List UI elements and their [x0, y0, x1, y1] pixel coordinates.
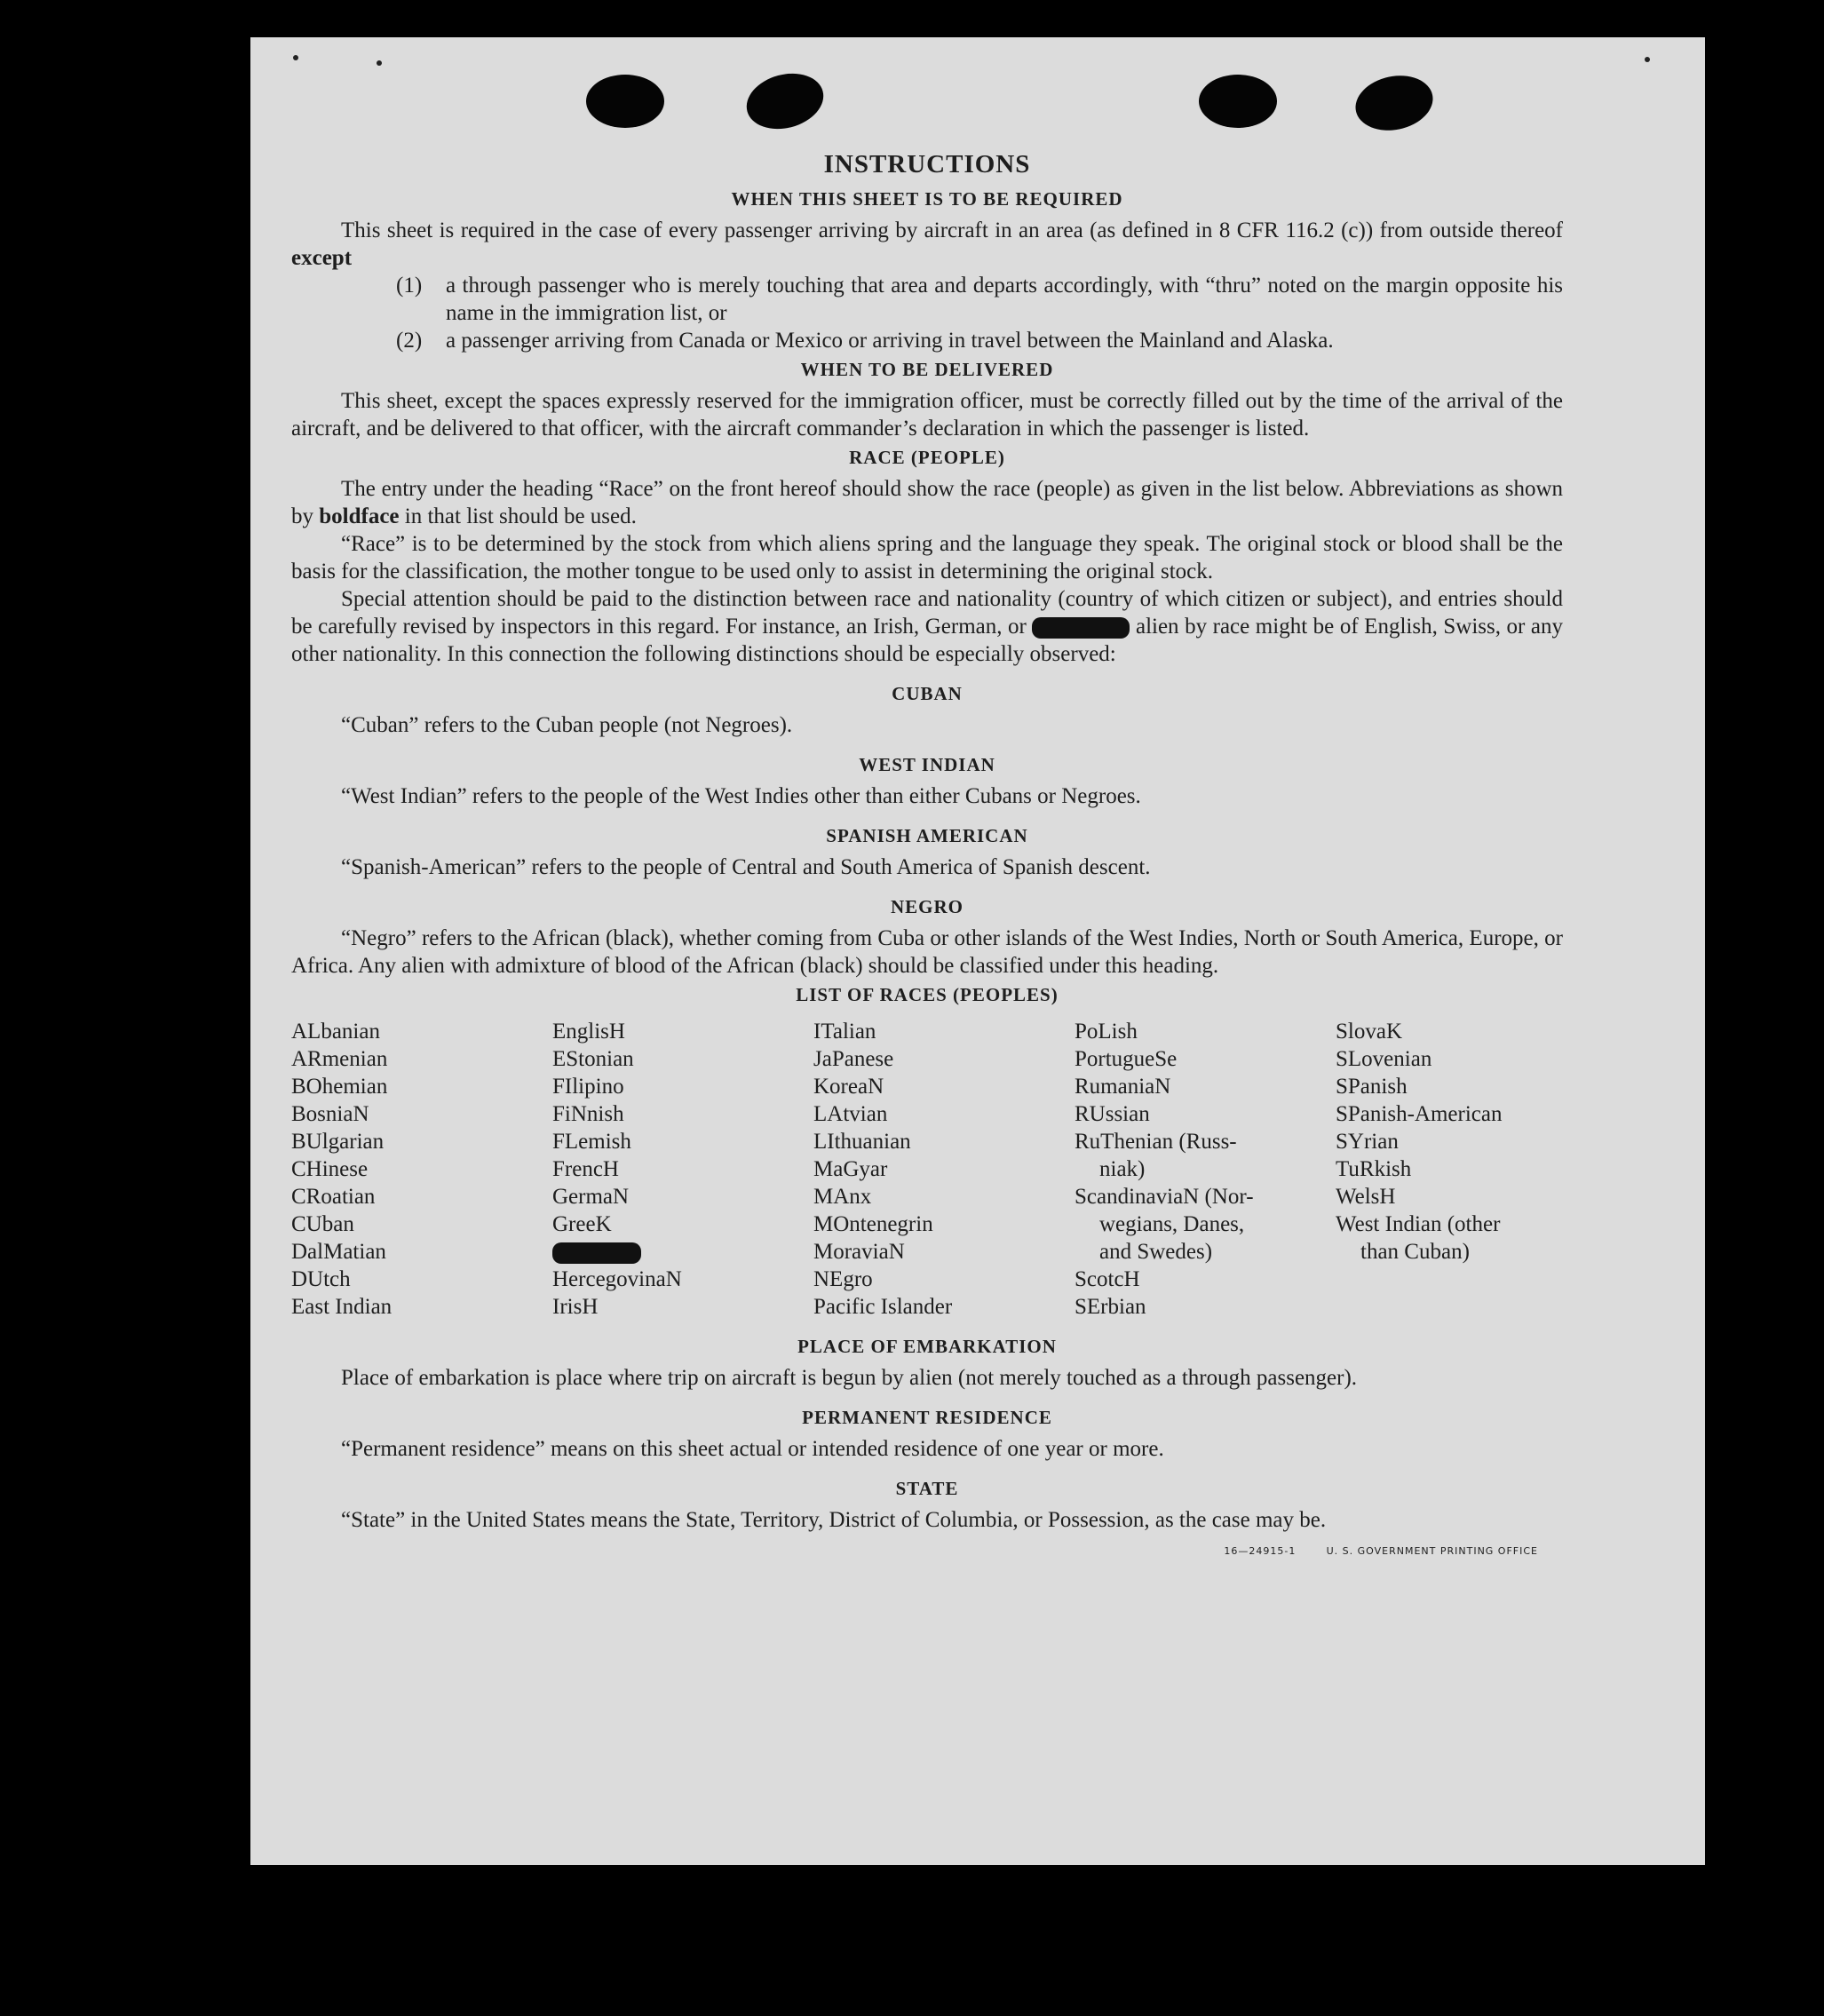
race-item: JaPanese	[813, 1047, 894, 1071]
race-item: DUtch	[291, 1267, 351, 1291]
race-column	[1075, 1018, 1336, 1321]
race-item: LAtvian	[813, 1102, 888, 1126]
item-text: a passenger arriving from Canada or Mexico or arriving in travel between the Mainland and Alaska.	[446, 329, 1334, 353]
imprint	[291, 1534, 1563, 1565]
footer-block	[291, 1506, 1563, 1534]
dust-speck	[377, 60, 382, 66]
race-item: GreeK	[552, 1212, 612, 1236]
race-item: RumaniaN	[1075, 1075, 1171, 1099]
punch-hole	[586, 75, 664, 128]
race-item: RuThenian (Russ-	[1075, 1130, 1237, 1154]
paragraph: Special attention should be paid to the distinction between race and nationality (country of which citizen or subject), and entries should be carefully revised by inspectors in this regard. For instance, an Irish, German, or alien by race might be of English, Swiss, or any other nationality. In this connection the following distinctions should be especially observed:	[291, 587, 1563, 666]
race-item: PortugueSe	[1075, 1047, 1178, 1071]
race-column	[291, 1018, 552, 1321]
paragraph: “Cuban” refers to the Cuban people (not Negroes).	[341, 713, 793, 737]
race-item: and Swedes)	[1099, 1240, 1213, 1264]
item-text: a through passenger who is merely touching that area and departs accordingly, with “thru” noted on the margin opposite his name in the immigration list, or	[446, 274, 1563, 325]
race-column	[813, 1018, 1075, 1321]
item-number: (1)	[396, 274, 423, 298]
race-item: West Indian (other	[1336, 1212, 1501, 1236]
race-item-redacted	[552, 1238, 813, 1266]
numbered-item	[396, 272, 1563, 327]
race-item: SErbian	[1075, 1295, 1146, 1319]
section-heading: WHEN THIS SHEET IS TO BE REQUIRED	[731, 188, 1123, 210]
race-item: ScotcH	[1075, 1267, 1140, 1291]
dust-speck	[1645, 57, 1650, 62]
dust-speck	[293, 55, 298, 60]
race-list	[291, 1018, 1563, 1321]
document-sheet	[250, 37, 1705, 1865]
paragraph: “West Indian” refers to the people of the West Indies other than either Cubans or Negroes.	[341, 784, 1141, 808]
race-item: RUssian	[1075, 1102, 1150, 1126]
paragraph: “Permanent residence” means on this sheet actual or intended residence of one year or more.	[341, 1437, 1164, 1461]
race-item: than Cuban)	[1360, 1240, 1470, 1264]
redaction-blot	[1032, 617, 1130, 639]
race-item: KoreaN	[813, 1075, 884, 1099]
race-item: PoLish	[1075, 1020, 1138, 1044]
paragraph: “Negro” refers to the African (black), whether coming from Cuba or other islands of the West Indies, North or South America, Europe, or Africa. Any alien with admixture of blood of the African (black) should be classified under this heading.	[291, 926, 1563, 978]
race-item: BosniaN	[291, 1102, 369, 1126]
race-item: IrisH	[552, 1295, 599, 1319]
race-item: HercegovinaN	[552, 1267, 682, 1291]
punch-hole	[741, 66, 830, 138]
paragraph: Place of embarkation is place where trip on aircraft is begun by alien (not merely touched as a through passenger).	[341, 1366, 1358, 1390]
paragraph: The entry under the heading “Race” on the front hereof should show the race (people) as given in the list below. Abbreviations as shown by boldface in that list should be used.	[291, 477, 1563, 528]
race-item: DalMatian	[291, 1240, 386, 1264]
race-item: niak)	[1099, 1157, 1146, 1181]
punch-hole	[1199, 75, 1277, 128]
race-item: ALbanian	[291, 1020, 380, 1044]
race-item: ITalian	[813, 1020, 876, 1044]
race-item: East Indian	[291, 1295, 393, 1319]
race-item: FiNnish	[552, 1102, 624, 1126]
race-item: wegians, Danes,	[1099, 1212, 1245, 1236]
section-heading: SPANISH AMERICAN	[826, 825, 1028, 846]
punch-hole	[1351, 69, 1439, 138]
section-heading: STATE	[895, 1478, 959, 1499]
section-heading: PLACE OF EMBARKATION	[797, 1336, 1057, 1357]
redaction-blot	[552, 1242, 641, 1264]
race-item: Pacific Islander	[813, 1295, 953, 1319]
race-item: NEgro	[813, 1267, 873, 1291]
race-item: SYrian	[1336, 1130, 1399, 1154]
race-item: EStonian	[552, 1047, 634, 1071]
section-heading: WEST INDIAN	[859, 754, 995, 775]
numbered-item	[396, 327, 1563, 354]
section-heading: WHEN TO BE DELIVERED	[800, 359, 1054, 380]
form-number: 16—24915-1	[1224, 1545, 1297, 1557]
race-item: CHinese	[291, 1157, 369, 1181]
race-item: ARmenian	[291, 1047, 388, 1071]
race-item: LIthuanian	[813, 1130, 911, 1154]
race-column	[552, 1018, 813, 1321]
race-item: FrencH	[552, 1157, 619, 1181]
section-heading: LIST OF RACES (PEOPLES)	[796, 984, 1059, 1005]
race-item: SLovenian	[1336, 1047, 1432, 1071]
race-item: TuRkish	[1336, 1157, 1412, 1181]
paragraph: “Race” is to be determined by the stock from which aliens spring and the language they speak. The original stock or blood shall be the basis for the classification, the mother tongue to be used only to assist in determining the original stock.	[291, 532, 1563, 583]
race-item: BUlgarian	[291, 1130, 385, 1154]
item-number: (2)	[396, 329, 423, 353]
race-item: MaGyar	[813, 1157, 888, 1181]
race-item: CUban	[291, 1212, 354, 1236]
page-title: INSTRUCTIONS	[823, 150, 1031, 179]
race-item: MoraviaN	[813, 1240, 905, 1264]
race-item: MOntenegrin	[813, 1212, 933, 1236]
instructions-content	[291, 151, 1563, 1565]
race-item: SPanish	[1336, 1075, 1408, 1099]
section-heading: NEGRO	[890, 896, 964, 917]
race-item: EnglisH	[552, 1020, 625, 1044]
race-item: ScandinaviaN (Nor-	[1075, 1185, 1254, 1209]
section-heading: CUBAN	[892, 683, 963, 704]
section-heading: PERMANENT RESIDENCE	[802, 1407, 1052, 1428]
race-column	[1336, 1018, 1563, 1321]
race-item: FIlipino	[552, 1075, 624, 1099]
race-item: CRoatian	[291, 1185, 376, 1209]
race-item: MAnx	[813, 1185, 872, 1209]
paragraph: This sheet is required in the case of every passenger arriving by aircraft in an area (as defined in 8 CFR 116.2 (c)) from outside thereof except	[291, 218, 1563, 270]
printer-imprint: U. S. GOVERNMENT PRINTING OFFICE	[1326, 1545, 1538, 1557]
race-item: SlovaK	[1336, 1020, 1402, 1044]
race-item: SPanish-American	[1336, 1102, 1503, 1126]
section-heading: RACE (PEOPLE)	[849, 447, 1005, 468]
race-item: BOhemian	[291, 1075, 388, 1099]
paragraph: This sheet, except the spaces expressly reserved for the immigration officer, must be correctly filled out by the time of the arrival of the aircraft, and be delivered to that officer, with the aircraft commander’s declaration in which the passenger is listed.	[291, 389, 1563, 441]
paragraph: “Spanish-American” refers to the people of Central and South America of Spanish descent.	[341, 855, 1151, 879]
race-item: WelsH	[1336, 1185, 1396, 1209]
race-item: GermaN	[552, 1185, 630, 1209]
paragraph: “State” in the United States means the State, Territory, District of Columbia, or Possession, as the case may be.	[341, 1508, 1327, 1532]
race-item: FLemish	[552, 1130, 631, 1154]
